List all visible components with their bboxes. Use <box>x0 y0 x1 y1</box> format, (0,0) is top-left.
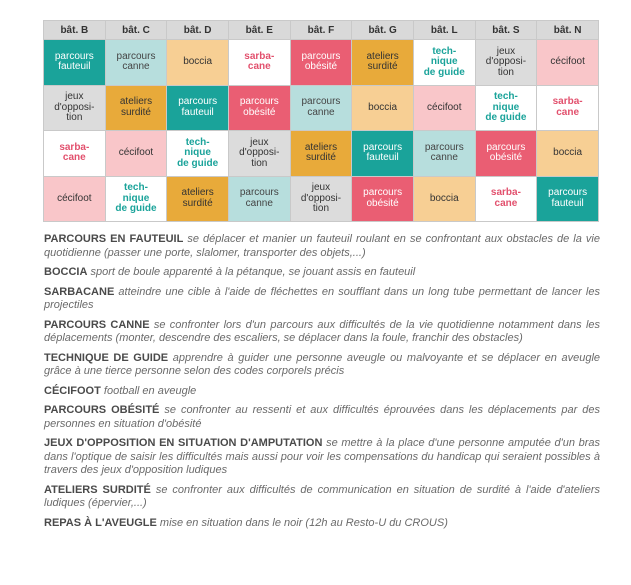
activity-cell <box>476 40 537 85</box>
activity-label: sarba- cane <box>490 187 521 209</box>
activity-label: parcours canne <box>424 141 464 164</box>
table-row <box>44 131 598 176</box>
definition-item <box>44 437 600 478</box>
activity-cell <box>352 177 413 222</box>
activity-label: parcours obésité <box>486 141 526 164</box>
definition-item <box>44 319 600 346</box>
activity-label: cécifoot <box>57 192 92 204</box>
definition-item <box>44 286 600 313</box>
definition-text: mise en situation dans le noir (12h au Resto-U du CROUS) <box>159 516 448 529</box>
activity-label: cécifoot <box>550 56 585 67</box>
activity-label: cécifoot <box>427 101 462 113</box>
definition-item <box>44 517 600 531</box>
definition-text: football en aveugle <box>103 384 197 397</box>
activity-label: sarba- cane <box>244 50 275 73</box>
activity-cell <box>44 131 105 176</box>
activity-cell <box>106 131 167 176</box>
definition-term: SARBACANE <box>44 285 115 298</box>
activity-label: ateliers surdité <box>119 96 153 118</box>
definition-text: se déplacer et manier un fauteuil roulant en se confrontant aux obstacles de la vie quotidienne (passer une porte, slalomer, transporter des objets,...) <box>44 233 600 259</box>
definition-text: se confronter au ressenti et aux difficultés éprouvées dans les déplacements par des personnes en situation d'obésité <box>44 404 600 430</box>
definition-item <box>44 385 600 399</box>
activity-label: parcours fauteuil <box>54 50 94 73</box>
activity-cell <box>167 86 228 131</box>
activity-label: tech- nique de guide <box>115 182 157 214</box>
table-body <box>44 40 598 221</box>
activity-cell <box>414 131 475 176</box>
activity-cell <box>352 131 413 176</box>
column-header: bât. N <box>537 21 598 39</box>
activity-cell <box>44 86 105 131</box>
activity-label: parcours fauteuil <box>178 96 218 118</box>
column-header: bât. F <box>291 21 352 39</box>
definition-term: TECHNIQUE DE GUIDE <box>44 351 169 364</box>
activity-cell <box>106 86 167 131</box>
activity-cell <box>291 86 352 131</box>
activity-label: jeux d'opposi- tion <box>485 45 527 78</box>
definition-term: PARCOURS OBÉSITÉ <box>44 404 160 416</box>
activity-label: parcours obésité <box>363 187 403 209</box>
activity-cell <box>537 86 598 131</box>
column-header: bât. C <box>106 21 167 39</box>
definition-text: se confronter lors d'un parcours aux difficultés de la vie quotidienne notamment dans les déplacements (monter, descendre des escaliers, se déplacer dans la foule, franchir des obstacles) <box>44 318 600 344</box>
definition-text: atteindre une cible à l'aide de fléchettes en soufflant dans un long tube permettant de lancer les projectiles <box>44 285 600 311</box>
definition-text: se mettre à la place d'une personne amputée d'un bras dans l'optique de saisir les difficultés mais aussi pour voir les compensations du handicap qui seraient possibles à travers des jeux d'opposition ludiques <box>44 437 601 476</box>
definition-term: PARCOURS EN FAUTEUIL <box>44 233 184 245</box>
activity-cell <box>44 177 105 222</box>
activity-label: boccia <box>183 56 213 67</box>
activity-label: jeux d'opposi- tion <box>300 182 342 214</box>
activity-cell <box>167 40 228 85</box>
table-row <box>44 40 598 85</box>
activity-cell <box>352 40 413 85</box>
activity-label: boccia <box>368 101 398 113</box>
activity-cell <box>167 131 228 176</box>
definition-term: BOCCIA <box>44 266 88 278</box>
definition-term: PARCOURS CANNE <box>44 318 150 331</box>
table-header-row <box>44 21 598 39</box>
activity-cell <box>476 86 537 131</box>
activity-label: tech- nique de guide <box>177 136 219 169</box>
activity-label: jeux d'opposi- tion <box>54 91 95 123</box>
activity-label: jeux d'opposi- tion <box>239 136 280 169</box>
activity-cell <box>537 131 598 176</box>
definition-item <box>44 352 600 379</box>
definition-term: JEUX D'OPPOSITION EN SITUATION D'AMPUTATION <box>44 437 323 449</box>
activity-cell <box>44 40 105 85</box>
activity-cell <box>537 40 598 85</box>
activity-cell <box>414 177 475 222</box>
activity-cell <box>537 177 598 222</box>
column-header: bât. L <box>414 21 475 39</box>
column-header: bât. G <box>352 21 413 39</box>
activity-label: sarba- cane <box>59 141 90 164</box>
schedule-table <box>43 20 599 222</box>
column-header: bât. D <box>167 21 228 39</box>
definition-text: sport de boule apparenté à la pétanque, se jouant assis en fauteuil <box>90 266 416 278</box>
activity-cell <box>167 177 228 222</box>
activity-label: ateliers surdité <box>181 187 214 209</box>
definition-item <box>44 484 600 511</box>
activity-label: tech- nique de guide <box>423 45 465 78</box>
column-header: bât. S <box>476 21 537 39</box>
activity-label: parcours canne <box>116 50 156 73</box>
activity-cell <box>229 131 290 176</box>
activity-cell <box>476 177 537 222</box>
activity-cell <box>291 177 352 222</box>
activity-label: boccia <box>553 147 583 158</box>
definition-text: se confronter aux difficultés de communication en situation de surdité à l'aide d'ateliers ludiques (épervier,...) <box>44 483 600 509</box>
activity-cell <box>352 86 413 131</box>
schedule-grid <box>43 20 599 222</box>
activity-label: parcours obésité <box>301 50 341 73</box>
activity-cell <box>229 177 290 222</box>
column-header: bât. B <box>44 21 105 39</box>
activity-cell <box>291 40 352 85</box>
definition-term: CÉCIFOOT <box>44 384 101 397</box>
activity-label: sarba- cane <box>552 96 583 118</box>
activity-label: tech- nique de guide <box>485 91 527 123</box>
definition-text: apprendre à guider une personne aveugle ou malvoyante et se déplacer en aveugle grâce à une tierce personne selon des codes corporels précis <box>44 351 601 377</box>
activity-cell <box>414 40 475 85</box>
activity-label: parcours canne <box>239 187 279 209</box>
table-row <box>44 86 598 131</box>
activity-label: ateliers surdité <box>366 50 399 73</box>
activity-label: boccia <box>429 192 459 204</box>
column-header: bât. E <box>229 21 290 39</box>
definition-item <box>44 266 600 280</box>
activity-label: ateliers surdité <box>304 141 338 164</box>
activity-label: parcours obésité <box>239 96 279 118</box>
definition-item <box>44 233 600 260</box>
table-row <box>44 177 598 222</box>
activity-cell <box>229 40 290 85</box>
activity-cell <box>291 131 352 176</box>
activity-label: cécifoot <box>118 147 154 158</box>
activity-cell <box>414 86 475 131</box>
activity-cell <box>229 86 290 131</box>
activity-cell <box>106 177 167 222</box>
definition-item <box>44 404 600 431</box>
activity-cell <box>106 40 167 85</box>
activity-label: parcours canne <box>301 96 341 118</box>
definition-term: ATELIERS SURDITÉ <box>44 483 151 496</box>
definition-term: REPAS À L'AVEUGLE <box>44 516 157 529</box>
activity-label: parcours fauteuil <box>363 141 403 164</box>
activity-definitions <box>44 233 600 536</box>
activity-cell <box>476 131 537 176</box>
activity-label: parcours fauteuil <box>548 187 588 209</box>
